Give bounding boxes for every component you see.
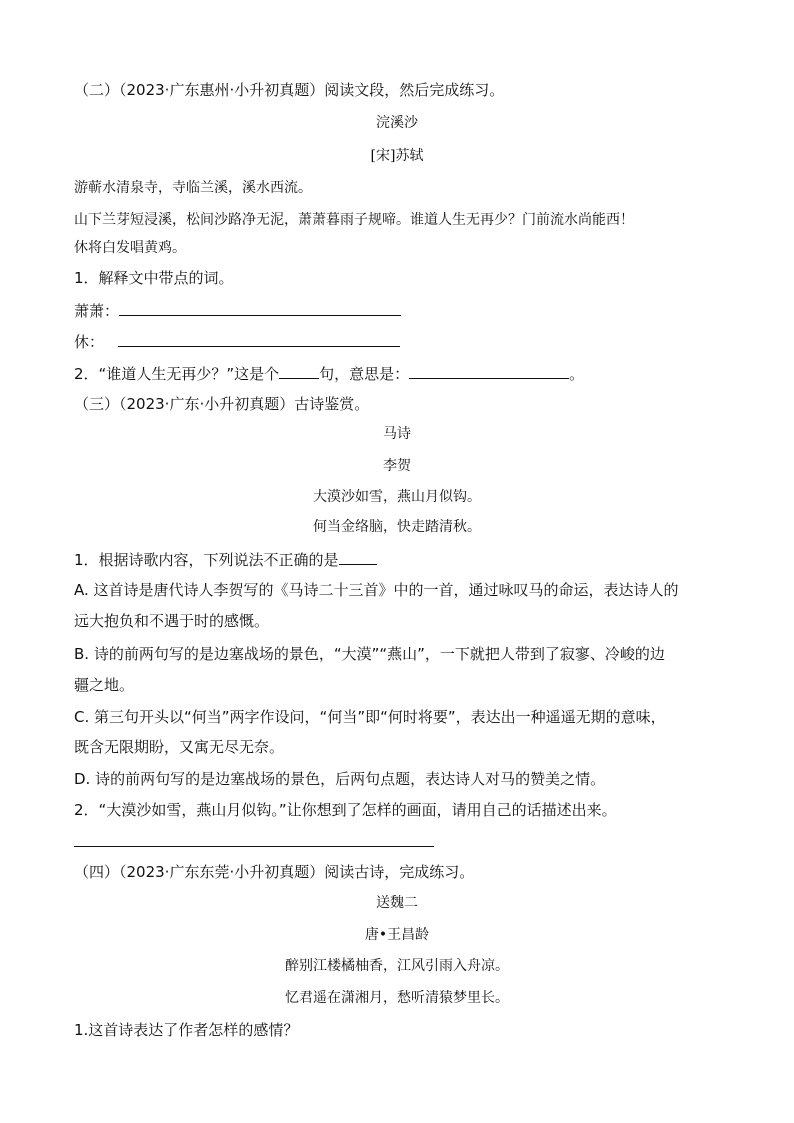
question-2: 2．“大漠沙如雪，燕山月似钩。”让你想到了怎样的画面，请用自己的话描述出来。 xyxy=(74,801,617,819)
poem-line: 醉别江楼橘柚香，江风引雨入舟凉。 xyxy=(285,958,509,974)
question-text: 。 xyxy=(569,365,585,383)
question-text: 句，意思是： xyxy=(319,365,410,383)
poem-line: 山下兰芽短浸溪，松间沙路净无泥，萧萧暮雨子规啼。谁道人生无再少？门前流水尚能西！ xyxy=(74,212,634,228)
poem-line: 忆君遥在潇湘月，愁听清猿梦里长。 xyxy=(285,990,509,1006)
answer-blank[interactable] xyxy=(118,332,400,347)
section-2-header: （二）（2023·广东惠州·小升初真题）阅读文段，然后完成练习。 xyxy=(74,81,505,99)
poem-title: 浣溪沙 xyxy=(376,115,418,131)
answer-blank[interactable] xyxy=(339,550,377,565)
answer-line[interactable] xyxy=(74,846,434,847)
answer-blank[interactable] xyxy=(119,301,401,316)
option-b: B. 诗的前两句写的是边塞战场的景色，“大漠”“燕山”，一下就把人带到了寂寥、冷峻的边 xyxy=(74,645,665,663)
option-d: D. 诗的前两句写的是边塞战场的景色，后两句点题，表达诗人对马的赞美之情。 xyxy=(74,770,606,788)
question-1: 1.这首诗表达了作者怎样的感情？ xyxy=(74,1021,299,1039)
question-text: 1．根据诗歌内容，下列说法不正确的是 xyxy=(74,551,339,569)
question-2 xyxy=(74,364,584,384)
poem-line: 何当金络脑，快走踏清秋。 xyxy=(313,519,481,535)
poem-line: 休将白发唱黄鸡。 xyxy=(74,240,186,256)
question-1: 1．解释文中带点的词。 xyxy=(74,269,234,287)
poem-line: 大漠沙如雪，燕山月似钩。 xyxy=(313,489,481,505)
poem-title: 送魏二 xyxy=(376,895,418,911)
word-label: 萧萧： xyxy=(74,302,120,320)
answer-blank[interactable] xyxy=(409,364,569,379)
option-c: C. 第三句开头以“何当”两字作设问，“何当”即“何时将要”，表达出一种遥遥无期的意味， xyxy=(74,708,666,726)
question-1 xyxy=(74,550,377,570)
option-a: A. 这首诗是唐代诗人李贺写的《马诗二十三首》中的一首，通过咏叹马的命运，表达诗人的 xyxy=(74,581,679,599)
answer-row-xiu xyxy=(74,332,400,352)
option-a-cont: 远大抱负和不遇于时的感慨。 xyxy=(74,612,270,630)
option-c-cont: 既含无限期盼，又寓无尽无奈。 xyxy=(74,738,285,756)
answer-blank[interactable] xyxy=(279,364,319,379)
section-3-header: （三）（2023·广东·小升初真题）古诗鉴赏。 xyxy=(74,395,370,413)
poem-intro: 游蕲水清泉寺，寺临兰溪，溪水西流。 xyxy=(74,180,312,196)
question-text: 2．“谁道人生无再少？”这是个 xyxy=(74,365,280,383)
poem-author: [宋]苏轼 xyxy=(370,148,424,164)
section-4-header: （四）（2023·广东东莞·小升初真题）阅读古诗，完成练习。 xyxy=(74,863,475,881)
option-b-cont: 疆之地。 xyxy=(74,676,135,694)
poem-title: 马诗 xyxy=(383,426,411,442)
poem-author: 李贺 xyxy=(383,458,411,474)
poem-author: 唐•王昌龄 xyxy=(364,927,430,943)
answer-row-xiaoxiao xyxy=(74,301,401,321)
word-label: 休： xyxy=(74,333,105,351)
